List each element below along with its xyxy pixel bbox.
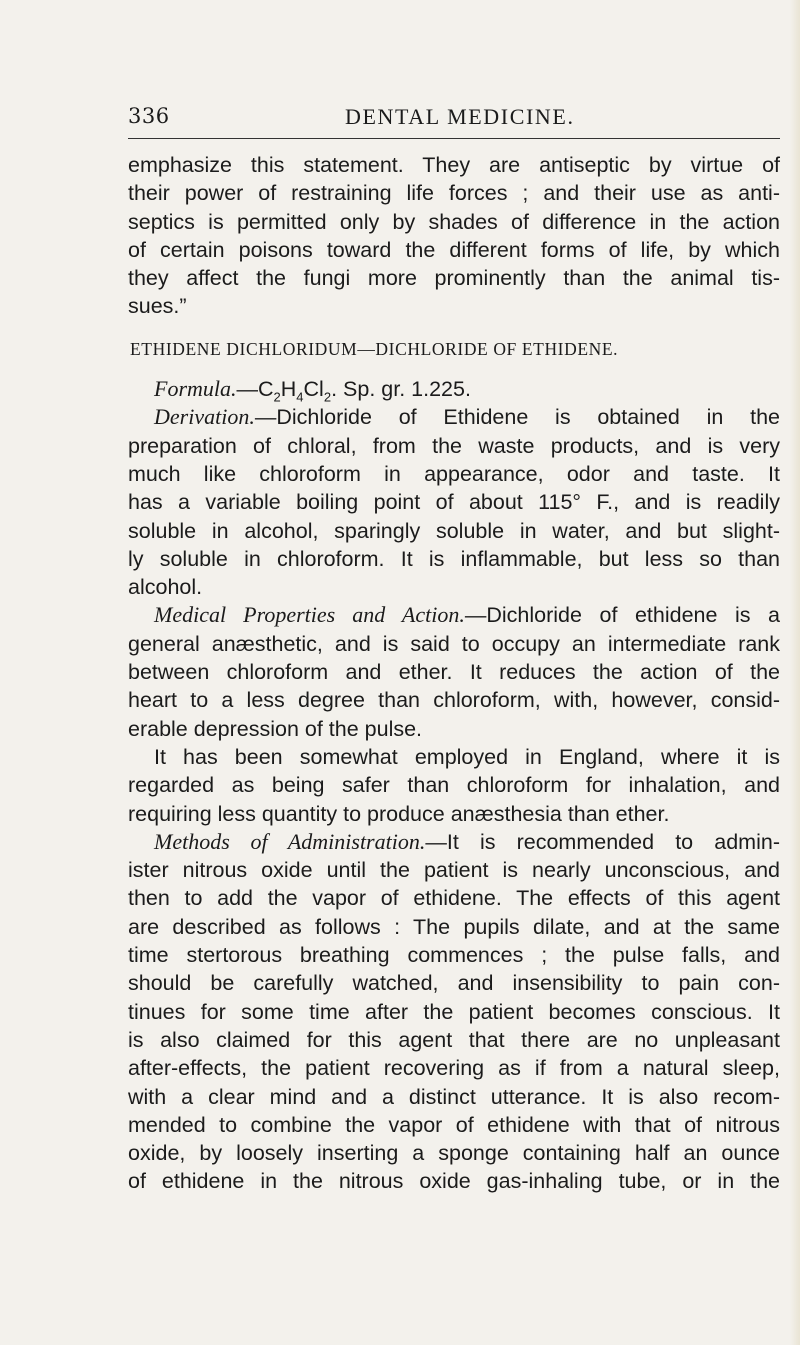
page-header [128,104,780,139]
running-head: DENTAL MEDICINE. [345,104,575,129]
text-line: requiring less quantity to produce anæsthesia than ether. [128,801,670,826]
body-text [128,151,780,1196]
page-edge-shadow [790,0,800,1345]
text-line: mended to combine the vapor of ethidene with that of nitrous [128,1112,780,1137]
text-line: tinues for some time after the patient becomes conscious. It [128,999,780,1024]
page-number: 336 [128,104,170,128]
text-line: has a variable boiling point of about 115° F., and is readily [128,490,780,515]
methods-first-line: Methods of Administration.—It is recommended to admin- [154,828,780,854]
text-line: of ethidene in the nitrous oxide gas-inhaling tube, or in the [128,1169,780,1194]
text-line: their power of restraining life forces ; and their use as anti- [128,181,780,206]
text-line: emphasize this statement. They are antiseptic by virtue of [128,153,780,177]
text-line: of certain poisons toward the different forms of life, by which [128,237,780,262]
text-line: then to add the vapor of ethidene. The effects of this agent [128,886,780,911]
section-heading: ETHIDENE DICHLORIDUM—DICHLORIDE OF ETHIDENE. [130,338,619,359]
methods-label: Methods of Administration. [154,828,426,854]
formula-line: $Formula.—C_2H_4Cl_2$. Sp. gr. 1.225. [154,376,471,405]
medical-label: Medical Properties and Action. [154,602,465,628]
text-line: after-effects, the patient recovering as if from a natural sleep, [128,1056,780,1081]
text-line: ly soluble in chloroform. It is inflammable, but less so than [128,546,780,571]
text-line: It has been somewhat employed in England, where it is [154,744,780,769]
text-line: with a clear mind and a distinct utterance. It is also recom- [128,1084,780,1109]
text-line: general anæsthetic, and is said to occupy an intermediate rank [128,631,780,656]
text-line: oxide, by loosely inserting a sponge containing half an ounce [128,1141,780,1166]
text-line: time stertorous breathing commences ; the pulse falls, and [128,943,780,968]
text-line: alcohol. [128,575,203,600]
text-line: much like chloroform in appearance, odor and taste. It [128,461,780,486]
formula-label: Formula. [154,376,237,402]
text-line: are described as follows : The pupils dilate, and at the same [128,914,780,939]
medical-first-line: Medical Properties and Action.—Dichloride of ethidene is a [154,602,780,628]
text-line: preparation of chloral, from the waste products, and is very [128,433,780,458]
text-line: is also claimed for this agent that there are no unpleasant [128,1027,780,1052]
text-line: erable depression of the pulse. [128,716,423,741]
text-line: they affect the fungi more prominently than the animal tis- [128,266,780,291]
text-line: regarded as being safer than chloroform for inhalation, and [128,773,780,798]
derivation-label: Derivation. [154,404,255,430]
derivation-first-line: Derivation.—Dichloride of Ethidene is obtained in the [154,404,780,430]
text-line: should be carefully watched, and insensibility to pain con- [128,971,780,996]
text-line: soluble in alcohol, sparingly soluble in water, and but slight- [128,518,780,543]
text-line: septics is permitted only by shades of difference in the action [128,209,780,234]
text-line: sues.” [128,294,187,319]
text-line: ister nitrous oxide until the patient is nearly unconscious, and [128,858,780,883]
text-line: between chloroform and ether. It reduces the action of the [128,660,780,685]
text-line: heart to a less degree than chloroform, with, however, consid- [128,688,780,713]
